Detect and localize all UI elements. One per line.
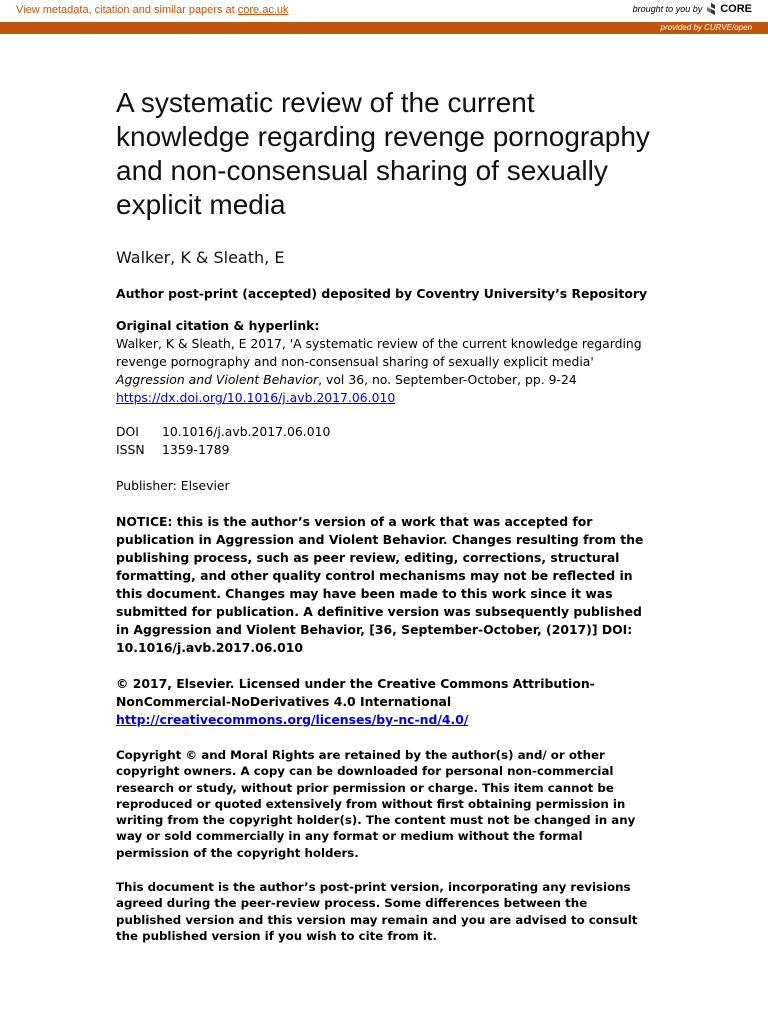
issn-label: ISSN bbox=[116, 442, 145, 457]
citation bbox=[116, 335, 656, 389]
authors: Walker, K & Sleath, E bbox=[116, 248, 285, 267]
citation-text: Walker, K & Sleath, E 2017, 'A systematic review of the current knowledge regarding revenge pornography and non-consensual sharing of sexually explicit media' bbox=[116, 336, 642, 369]
citation-tail: , vol 36, no. September-October, pp. 9-24 bbox=[318, 372, 577, 387]
publisher: Publisher: Elsevier bbox=[116, 478, 230, 493]
metadata-prefix: View metadata, citation and similar papers at bbox=[16, 4, 238, 16]
brought-to-you-by[interactable] bbox=[633, 3, 752, 15]
deposit-statement: Author post-print (accepted) deposited by Coventry University’s Repository bbox=[116, 286, 648, 301]
identifiers bbox=[116, 423, 656, 459]
notice: NOTICE: this is the author’s version of a work that was accepted for publication in Aggression and Violent Behavior. Changes resulting from the publishing process, such as peer review, editing, corrections, structural formatting, and other quality control mechanisms may not be reflected in this document. Changes may have been made to this work since it was submitted for publication. A definitive version was subsequently published in Aggression and Violent Behavior, [36, September-October, (2017)] DOI: 10.1016/j.avb.2017.06.010 bbox=[116, 514, 644, 655]
issn-value: 1359-1789 bbox=[162, 442, 230, 457]
core-metadata-text bbox=[16, 4, 289, 16]
doi-link[interactable]: https://dx.doi.org/10.1016/j.avb.2017.06.010 bbox=[116, 390, 396, 405]
provided-by-band bbox=[0, 22, 768, 34]
license bbox=[116, 675, 656, 729]
doi-label: DOI bbox=[116, 424, 139, 439]
brought-to-you-label: brought to you by bbox=[632, 4, 703, 14]
citation-journal: Aggression and Violent Behavior bbox=[116, 372, 319, 387]
license-link[interactable]: http://creativecommons.org/licenses/by-nc-nd/4.0/ bbox=[116, 712, 469, 727]
document-title: A systematic review of the current knowledge regarding revenge pornography and non-consensual sharing of sexually explicit media bbox=[116, 87, 650, 220]
postprint-statement: This document is the author’s post-print version, incorporating any revisions agreed during the peer-review process. Some differences between the published version and this version may remain and you are advised to consult the published version if you wish to cite from it. bbox=[116, 880, 638, 943]
doi-value: 10.1016/j.avb.2017.06.010 bbox=[162, 424, 331, 439]
core-logo-icon bbox=[706, 3, 716, 15]
document-body bbox=[116, 86, 656, 944]
citation-heading: Original citation & hyperlink: bbox=[116, 318, 320, 333]
copyright-statement: Copyright © and Moral Rights are retained by the author(s) and/ or other copyright owners. A copy can be downloaded for personal non-commercial research or study, without prior permission or charge. This item cannot be reproduced or quoted extensively from without first obtaining permission in writing from the copyright holder(s). The content must not be changed in any way or sold commercially in any format or medium without the formal permission of the copyright holders. bbox=[116, 748, 636, 860]
provided-by-text[interactable]: provided by CURVE/open bbox=[660, 23, 752, 32]
core-brand-name: CORE bbox=[720, 3, 752, 15]
license-text: © 2017, Elsevier. Licensed under the Creative Commons Attribution-NonCommercial-NoDerivatives 4.0 International bbox=[116, 676, 595, 709]
core-banner bbox=[0, 0, 768, 22]
core-ac-uk-link[interactable]: core.ac.uk bbox=[237, 4, 289, 16]
